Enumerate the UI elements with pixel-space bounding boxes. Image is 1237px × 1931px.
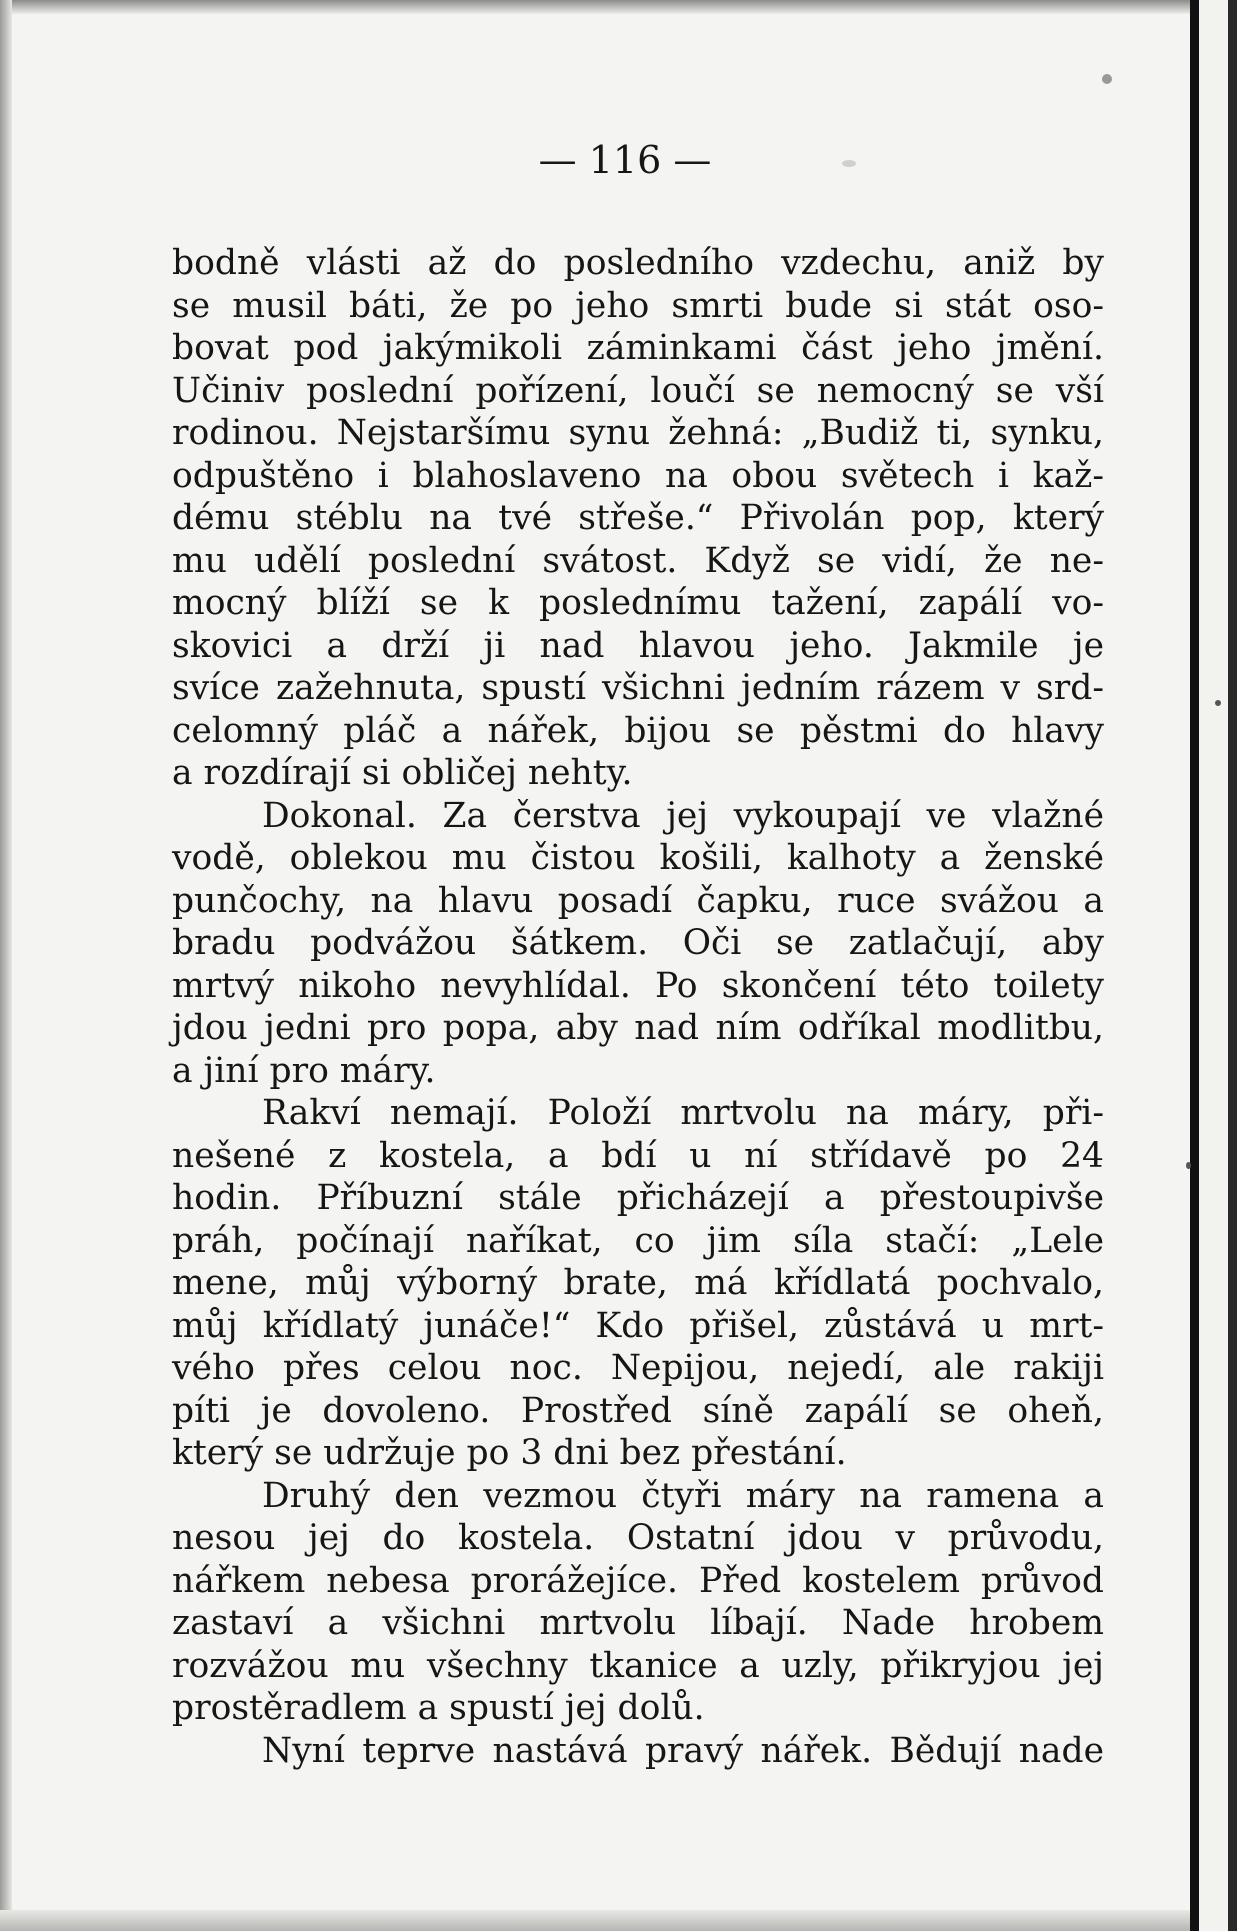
text-line: píti je dovoleno. Prostřed síně zapálí se oheň,	[172, 1390, 1104, 1431]
text-line: Dokonal. Za čerstva jej vykoupají ve vlažné	[262, 795, 1104, 836]
text-line: který se udržuje po 3 dni bez přestání.	[172, 1433, 847, 1473]
text-line: jdou jedni pro popa, aby nad ním odříkal modlitbu,	[172, 1008, 1104, 1048]
text-line: Učiniv poslední pořízení, loučí se nemocný se vší	[172, 370, 1104, 411]
text-line: bradu podvážou šátkem. Oči se zatlačují, aby	[172, 923, 1104, 963]
text-line: odpuštěno i blahoslaveno na obou světech i kaž-	[172, 455, 1104, 496]
text-line: punčochy, na hlavu posadí čapku, ruce svážou a	[172, 880, 1104, 921]
text-line: dému stéblu na tvé střeše.“ Přivolán pop, který	[172, 498, 1104, 538]
scan-speck	[842, 160, 856, 167]
text-line: bodně vlásti až do posledního vzdechu, aniž by	[172, 243, 1104, 283]
text-line: nářkem nebesa prorážejíce. Před kostelem průvod	[172, 1560, 1104, 1601]
text-line: rozvážou mu všechny tkanice a uzly, přikryjou jej	[172, 1645, 1104, 1686]
text-line: skovici a drží ji nad hlavou jeho. Jakmile je	[172, 625, 1104, 666]
page-left-edge	[0, 0, 12, 1931]
text-line: můj křídlatý junáče!“ Kdo přišel, zůstává u mrt-	[172, 1305, 1104, 1346]
text-line: nesou jej do kostela. Ostatní jdou v průvodu,	[172, 1518, 1104, 1558]
scan-speck	[1102, 74, 1112, 84]
text-line: Druhý den vezmou čtyři máry na ramena a	[262, 1475, 1104, 1516]
page-number: — 116 —	[538, 138, 712, 182]
text-line: mocný blíží se k poslednímu tažení, zapálí vo-	[172, 583, 1104, 623]
book-spine-shadow	[1190, 0, 1199, 1931]
text-line: svíce zažehnuta, spustí všichni jedním rázem v srd-	[172, 668, 1104, 708]
text-line: Nyní teprve nastává pravý nářek. Bědují nade	[262, 1730, 1104, 1771]
text-line: Rakví nemají. Položí mrtvolu na máry, při-	[262, 1093, 1104, 1133]
text-line: mu udělí poslední svátost. Když se vidí, že ne-	[172, 540, 1104, 581]
text-line: hodin. Příbuzní stále přicházejí a přestoupivše	[172, 1178, 1104, 1218]
text-line: mene, můj výborný brate, má křídlatá pochvalo,	[172, 1263, 1104, 1303]
text-line: práh, počínají naříkat, co jim síla stačí: „Lele	[172, 1220, 1104, 1261]
scan-speck	[1215, 700, 1221, 706]
text-line: bovat pod jakýmikoli záminkami část jeho jmění.	[172, 328, 1104, 368]
book-outer-edge	[1228, 0, 1237, 1931]
scan-speck	[1186, 1162, 1191, 1169]
page-bottom-edge	[0, 1910, 1237, 1931]
text-line: vodě, oblekou mu čistou košili, kalhoty a ženské	[172, 838, 1104, 878]
text-line: celomný pláč a nářek, bijou se pěstmi do hlavy	[172, 710, 1104, 751]
text-line: mrtvý nikoho nevyhlídal. Po skončení této toilety	[172, 965, 1104, 1006]
text-line: a rozdírají si obličej nehty.	[172, 753, 633, 793]
text-line: prostěradlem a spustí jej dolů.	[172, 1688, 705, 1728]
text-line: zastaví a všichni mrtvolu líbají. Nade hrobem	[172, 1603, 1104, 1643]
page-top-edge	[0, 0, 1237, 14]
body-text	[172, 242, 1104, 1772]
text-line: se musil báti, že po jeho smrti bude si stát oso-	[172, 285, 1104, 326]
text-line: a jiní pro máry.	[172, 1050, 436, 1091]
text-line: vého přes celou noc. Nepijou, nejedí, ale rakiji	[172, 1348, 1104, 1388]
text-line: rodinou. Nejstaršímu synu žehná: „Budiž ti, synku,	[172, 413, 1104, 453]
text-line: nešené z kostela, a bdí u ní střídavě po 24	[172, 1135, 1104, 1176]
